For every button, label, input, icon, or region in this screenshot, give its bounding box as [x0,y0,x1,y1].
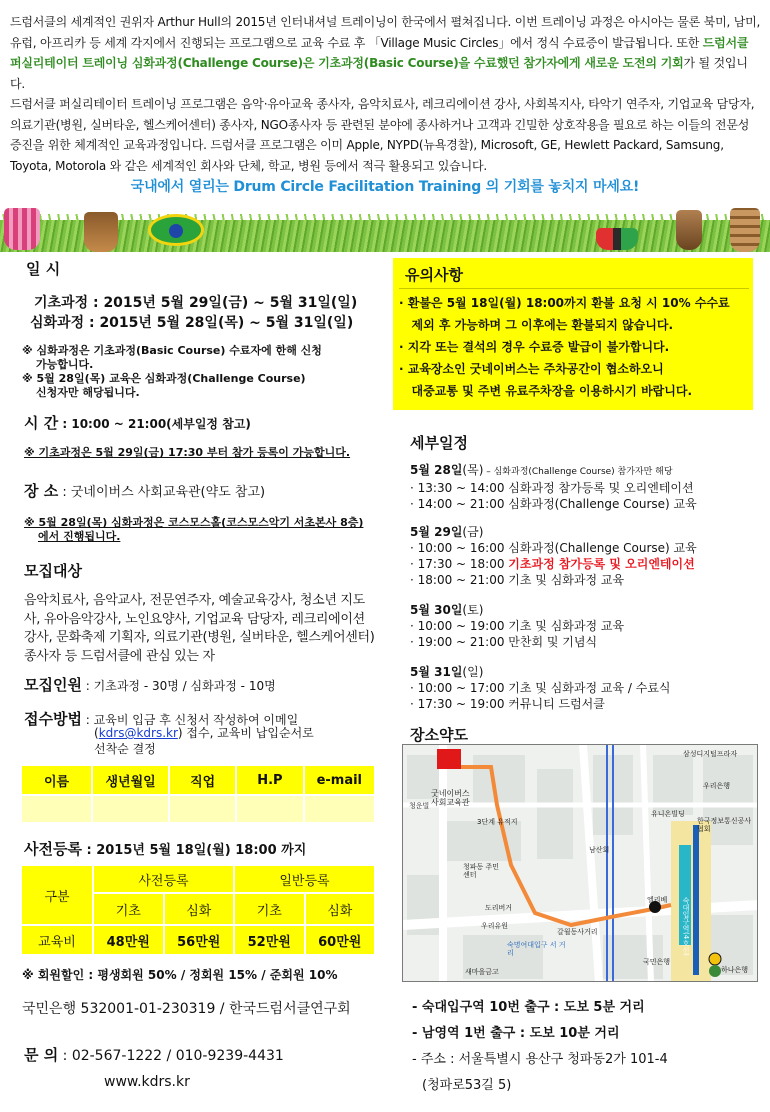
email-link[interactable]: kdrs@kdrs.kr [98,726,178,740]
schedule-note-1 [22,344,322,372]
map-label-hospital: 청파동 주민센터 [463,863,500,879]
fee-sub-basic-1: 기초 [94,894,163,924]
schedule-note-2-cont: 신청자만 해당됩니다. [36,386,140,399]
day-date: 5월 31일 [410,665,463,679]
day-dow: (일) [462,665,484,679]
form-header-birth: 생년월일 [93,766,168,794]
place-row [24,480,265,501]
notice-body [399,292,749,402]
day-header [410,524,760,540]
direction-line-2: - 남영역 1번 출구 : 도보 10분 거리 [412,1026,620,1041]
intro-text-2: 드럼서클 퍼실리테이터 트레이닝 프로그램은 음악·유아교육 종사자, 음악치료사, 레크리에이션 강사, 사회복지사, 타악기 연주자, 기업교육 담당자, 의료기관(병원, 실버타운, 헬스케어센터) 종사자, NGO종사자 등 관련된 분야에 종사하거나 고객과 긴밀한 상호작용을 필요로 하는 이들의 전문성 증진을 위한 체계적인 교육과정입니다. 드럼서클 프로그램은 이미 Apple, NYPD(뉴욕경찰), Microsoft, GE, Hewlett Packard, Samsung, Toyota, Motorola 와 같은 세계적인 회사와 단체, 학교, 병원 등에서 적극 활용되고 있습니다. [10,97,755,173]
direction-line-1: - 숙대입구역 10번 출구 : 도보 5분 거리 [412,1000,645,1015]
fee-value-2: 56만원 [165,926,234,954]
day-item: · 10:00 ~ 19:00 기초 및 심화과정 교육 [410,619,625,633]
contact-value: : 02-567-1222 / 010-9239-4431 [58,1048,284,1064]
fee-value-1: 48만원 [94,926,163,954]
day-dow: (목) [462,463,484,477]
fee-group-prereg: 사전등록 [94,866,233,892]
drum-grass-banner [0,206,770,252]
drum-icon [676,210,702,250]
drum-icon [596,228,638,250]
prereg-row [24,838,306,859]
day-item: · 10:00 ~ 17:00 기초 및 심화과정 교육 / 수료식 [410,681,671,695]
day-item: · 13:30 ~ 14:00 심화과정 참가등록 및 오리엔테이션 [410,481,694,495]
day-block-28 [410,462,760,512]
form-cell-name[interactable] [22,796,91,822]
direction-address-road: (청파로53길 5) [422,1078,512,1093]
capacity-value: : 기초과정 - 30명 / 심화과정 - 10명 [81,679,276,693]
apply-line-3: 선착순 결정 [94,742,156,756]
time-label: 시 간 [24,414,59,432]
drum-icon [730,208,760,252]
day-date: 5월 30일 [410,603,463,617]
fee-group-row [22,866,374,892]
map-label-ivan: 유니온빌딩 [651,810,685,818]
contact-label: 문 의 [24,1046,59,1064]
notice-line: 대중교통 및 주변 유료주차장을 이용하시기 바랍니다. [399,384,693,398]
day-date: 5월 29일 [410,525,463,539]
website-link[interactable]: www.kdrs.kr [104,1074,190,1090]
fee-group-general: 일반등록 [235,866,374,892]
form-cell-birth[interactable] [93,796,168,822]
schedule-note-2 [22,372,306,400]
day-header [410,664,760,680]
drum-icon [4,208,40,250]
schedule-note-1-cont: 가능합니다. [36,358,94,371]
fee-value-4: 60만원 [306,926,375,954]
map-label-stn: 숙명여대입구 서 거리 [507,941,566,957]
map-label-kukmin: 국민은행 [643,958,671,966]
application-form-table [20,764,376,824]
apply-line-1: : 교육비 입금 후 신청서 작성하여 이메일 [81,713,299,727]
place-note-text: ※ 5월 28일(목) 심화과정은 코스모스홀(코스모스악기 서초본사 8층) [24,516,364,529]
form-header-email: e-mail [305,766,374,794]
fee-sub-basic-2: 기초 [235,894,304,924]
drum-icon [84,212,118,252]
place-value: : 굿네이버스 사회교육관(약도 참고) [58,485,266,500]
intro-highlight: 드럼서클 퍼실리테이터 트레이닝 심화과정(Challenge Course)은 기초과정(Basic Course)을 수료했던 참가자에게 새로운 도전의 기회 [10,35,749,70]
map-label-church: 청운빌 [409,802,430,810]
day-item-highlight [410,556,760,572]
apply-line-2: 접수, 교육비 납입순서로 [182,726,314,740]
time-row [24,412,251,433]
map-title: 장소약도 [410,726,468,744]
day-item: · 18:00 ~ 21:00 기초 및 심화과정 교육 [410,573,625,587]
fee-table [20,864,376,956]
bank-marker-icon [709,953,721,965]
place-note-cont: 에서 진행됩니다. [38,530,121,543]
day-dow: (금) [462,525,484,539]
form-header-phone: H.P [237,766,302,794]
basic-course-dates: 기초과정 : 2015년 5월 29일(금) ~ 5월 31일(일) [34,295,358,311]
intro-text-1-end: 가 될 것입니다. [10,56,748,91]
form-header-job: 직업 [170,766,235,794]
map-block [473,755,525,805]
bank-account: 국민은행 532001-01-230319 / 한국드럼서클연구회 [22,1001,351,1017]
schedule-title: 일 시 [26,260,61,278]
notice-title: 유의사항 [405,266,463,284]
map-label-saemaul: 새마을금고 [465,968,499,976]
time-value: : 10:00 ~ 21:00(세부일정 참고) [58,417,251,431]
fee-sub-adv-1: 심화 [165,894,234,924]
day-item: · 19:00 ~ 21:00 만찬회 및 기념식 [410,635,598,649]
target-title: 모집대상 [24,562,82,580]
contact-row [24,1044,284,1065]
time-note: ※ 기초과정은 5월 29일(금) 17:30 부터 참가 등록이 가능합니다. [24,446,351,459]
form-cell-phone[interactable] [237,796,302,822]
form-cell-email[interactable] [305,796,374,822]
intro-paragraph [10,12,762,176]
day-sub: – 심화과정(Challenge Course) 참가자만 해당 [483,467,673,477]
day-block-29 [410,524,760,588]
map-label-woori2: 우리유원 [481,922,509,930]
location-map[interactable] [402,744,758,982]
notice-line: · 교육장소인 굿네이버스는 주차공간이 협소하오니 [399,362,664,376]
map-line [693,825,699,975]
form-header-row [22,766,374,794]
day-block-31 [410,664,760,712]
map-label-sanchu: 남산회 [589,846,610,854]
target-text: 음악치료사, 음악교사, 전문연주자, 예술교육강사, 청소년 지도사, 유아음악강사, 노인요양사, 기업교육 담당자, 레크리에이션 강사, 문화축제 기획자, 의료기관(병원, 실버타운, 헬스케어센터) 종사자 등 드럼서클에 관심 있는 자 [24,593,375,664]
day-item: · 10:00 ~ 16:00 심화과정(Challenge Course) 교육 [410,541,697,555]
headline: 국내에서 열리는 Drum Circle Facilitation Training 의 기회를 놓치지 마세요! [130,179,640,195]
map-label-hq: 한국정보통신공사협회 [697,817,752,833]
direction-address: - 주소 : 서울특별시 용산구 청파동2가 101-4 [412,1052,668,1067]
day-dow: (토) [462,603,484,617]
day-item-time: · 17:30 ~ 18:00 [410,557,509,571]
map-label-hana: 하나은행 [721,966,749,974]
day-header [410,602,760,618]
destination-marker-icon [437,749,461,769]
map-label-elev: 엘리베 [647,896,668,904]
schedule-note-2-text: ※ 5월 28일(목) 교육은 심화과정(Challenge Course) [22,372,306,385]
capacity-row [24,674,276,695]
notice-divider [399,288,749,289]
day-date: 5월 28일 [410,463,463,477]
day-item-red: 기초과정 참가등록 및 오리엔테이션 [508,557,695,571]
map-label-bldg3: 3단계 유적지 [477,818,518,826]
fee-row-label: 교육비 [22,926,92,954]
detail-title: 세부일정 [410,434,468,452]
map-block [537,769,573,859]
prereg-label: 사전등록 [24,840,82,858]
advanced-course-dates: 심화과정 : 2015년 5월 28일(목) ~ 5월 31일(일) [30,315,354,331]
intro-text-1: 드럼서클의 세계적인 권위자 Arthur Hull의 2015년 인터내셔널 트레이닝이 한국에서 펼쳐집니다. 이번 트레이닝 과정은 아시아는 물론 북미, 남미, 유럽, 아프리카 등 세계 각지에서 진행되는 프로그램으로 교육 수료 후 「Village Music Circles」에서 정식 수료증이 발급됩니다. 또한 [10,15,761,50]
day-item: · 14:00 ~ 21:00 심화과정(Challenge Course) 교육 [410,497,697,511]
day-item: · 17:30 ~ 19:00 커뮤니티 드럼서클 [410,697,605,711]
prereg-value: : 2015년 5월 18일(월) 18:00 까지 [81,843,307,858]
notice-box [393,258,753,410]
form-header-name: 이름 [22,766,91,794]
map-label-woori: 우리은행 [703,782,731,790]
place-label: 장 소 [24,482,59,500]
map-label-galwol: 갈월동사거리 [557,928,598,936]
fee-col-label: 구분 [22,866,92,924]
notice-line: · 환불은 5월 18일(월) 18:00까지 환불 요청 시 10% 수수료 [399,296,730,310]
notice-line: · 지각 또는 결석의 경우 수료증 발급이 불가합니다. [399,340,670,354]
day-header [410,462,760,480]
apply-label: 접수방법 [24,710,82,728]
map-label-dori: 도리버거 [485,904,513,912]
fee-sub-adv-2: 심화 [306,894,375,924]
apply-line-2-row: (kdrs@kdrs.kr) 접수, 교육비 납입순서로 [94,726,314,740]
brazil-flag-ball-icon [148,214,204,246]
schedule-note-1-text: ※ 심화과정은 기초과정(Basic Course) 수료자에 한해 신청 [22,344,322,357]
map-label-dest: 굿네이버스 사회교육관 [431,789,470,807]
capacity-label: 모집인원 [24,676,82,694]
fee-value-3: 52만원 [235,926,304,954]
day-block-30 [410,602,760,650]
member-discount: ※ 회원할인 : 평생회원 50% / 정회원 15% / 준회원 10% [22,968,338,982]
map-label-sung: 삼성디지털프라자 [683,750,738,758]
place-note [24,516,363,544]
bank-marker-icon [709,965,721,977]
fee-value-row [22,926,374,954]
map-label-line4: 숙대입구역(4호선) [682,897,690,956]
notice-line: 제외 후 가능하며 그 이후에는 환불되지 않습니다. [399,318,673,332]
form-cell-job[interactable] [170,796,235,822]
form-input-row [22,796,374,822]
